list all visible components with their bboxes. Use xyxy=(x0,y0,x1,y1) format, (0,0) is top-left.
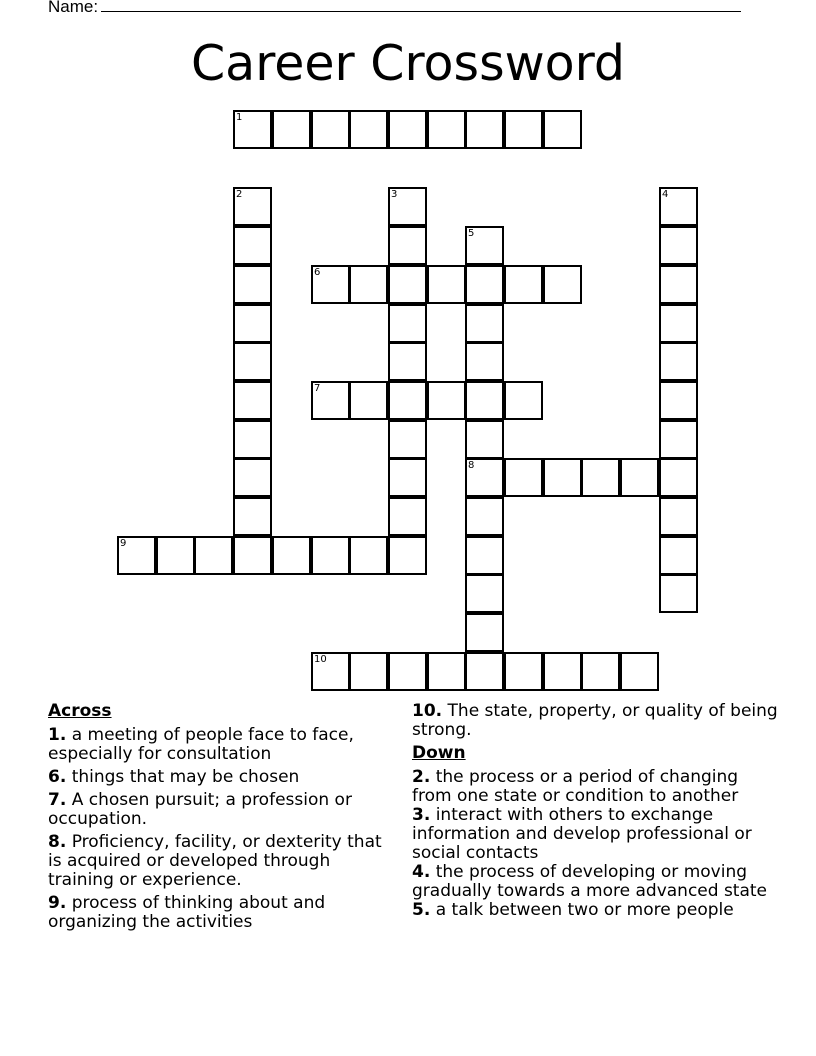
crossword-cell[interactable] xyxy=(465,497,504,536)
crossword-cell[interactable] xyxy=(349,536,388,575)
crossword-cell[interactable] xyxy=(659,342,698,381)
cell-number: 10 xyxy=(314,654,327,665)
crossword-cell[interactable] xyxy=(388,536,427,575)
crossword-cell[interactable] xyxy=(465,574,504,613)
crossword-cell[interactable] xyxy=(504,381,543,420)
crossword-cell[interactable] xyxy=(465,613,504,652)
cell-number: 4 xyxy=(662,189,669,200)
crossword-cell[interactable] xyxy=(388,458,427,497)
crossword-cell[interactable] xyxy=(311,652,350,691)
across-heading: Across xyxy=(48,701,112,721)
cell-number: 6 xyxy=(314,267,321,278)
crossword-cell[interactable] xyxy=(311,110,350,149)
crossword-cell[interactable] xyxy=(465,652,504,691)
crossword-cell[interactable] xyxy=(465,265,504,304)
cell-number: 9 xyxy=(120,538,127,549)
crossword-cell[interactable] xyxy=(543,652,582,691)
clues-left-column xyxy=(48,702,393,936)
clue-across-7: 7. A chosen pursuit; a profession or occupation. xyxy=(48,790,352,829)
cell-number: 2 xyxy=(236,189,243,200)
crossword-cell[interactable] xyxy=(504,265,543,304)
crossword-cell[interactable] xyxy=(388,652,427,691)
crossword-cell[interactable] xyxy=(388,265,427,304)
crossword-cell[interactable] xyxy=(465,110,504,149)
crossword-cell[interactable] xyxy=(233,536,272,575)
clue-across-9: 9. process of thinking about and organizing the activities xyxy=(48,893,326,932)
cell-number: 7 xyxy=(314,383,321,394)
crossword-cell[interactable] xyxy=(272,110,311,149)
crossword-cell[interactable] xyxy=(233,226,272,265)
crossword-cell[interactable] xyxy=(504,652,543,691)
crossword-cell[interactable] xyxy=(465,420,504,459)
crossword-cell[interactable] xyxy=(465,536,504,575)
crossword-cell[interactable] xyxy=(620,458,659,497)
crossword-cell[interactable] xyxy=(388,381,427,420)
crossword-cell[interactable] xyxy=(233,497,272,536)
crossword-cell[interactable] xyxy=(272,536,311,575)
crossword-cell[interactable] xyxy=(543,265,582,304)
clue-down-2: 2. the process or a period of changing from one state or condition to another xyxy=(412,767,739,806)
crossword-cell[interactable] xyxy=(465,342,504,381)
crossword-cell[interactable] xyxy=(388,187,427,226)
clue-down-5: 5. a talk between two or more people xyxy=(412,900,734,920)
crossword-cell[interactable] xyxy=(233,187,272,226)
crossword-cell[interactable] xyxy=(233,110,272,149)
crossword-cell[interactable] xyxy=(659,226,698,265)
crossword-cell[interactable] xyxy=(659,420,698,459)
cell-number: 5 xyxy=(468,228,475,239)
name-underline[interactable] xyxy=(101,0,741,12)
crossword-cell[interactable] xyxy=(504,110,543,149)
cell-number: 1 xyxy=(236,112,243,123)
clue-across-8: 8. Proficiency, facility, or dexterity that is acquired or developed through training or experience. xyxy=(48,832,382,890)
crossword-cell[interactable] xyxy=(233,458,272,497)
crossword-cell[interactable] xyxy=(311,265,350,304)
crossword-cell[interactable] xyxy=(427,265,466,304)
crossword-cell[interactable] xyxy=(427,381,466,420)
crossword-cell[interactable] xyxy=(581,458,620,497)
crossword-cell[interactable] xyxy=(388,497,427,536)
clue-across-1: 1. a meeting of people face to face, especially for consultation xyxy=(48,725,354,764)
crossword-cell[interactable] xyxy=(543,458,582,497)
crossword-cell[interactable] xyxy=(194,536,233,575)
crossword-cell[interactable] xyxy=(388,342,427,381)
crossword-cell[interactable] xyxy=(388,110,427,149)
crossword-cell[interactable] xyxy=(349,265,388,304)
clue-down-4: 4. the process of developing or moving gradually towards a more advanced state xyxy=(412,862,768,901)
crossword-cell[interactable] xyxy=(659,265,698,304)
crossword-cell[interactable] xyxy=(233,304,272,343)
crossword-cell[interactable] xyxy=(659,304,698,343)
crossword-cell[interactable] xyxy=(311,536,350,575)
crossword-cell[interactable] xyxy=(311,381,350,420)
crossword-cell[interactable] xyxy=(504,458,543,497)
crossword-cell[interactable] xyxy=(427,652,466,691)
down-heading: Down xyxy=(412,743,466,763)
crossword-cell[interactable] xyxy=(233,265,272,304)
clue-down-3: 3. interact with others to exchange information and develop professional or social contacts xyxy=(412,805,752,863)
page-title: Career Crossword xyxy=(190,35,626,92)
crossword-cell[interactable] xyxy=(659,458,698,497)
crossword-cell[interactable] xyxy=(388,304,427,343)
crossword-cell[interactable] xyxy=(349,652,388,691)
crossword-cell[interactable] xyxy=(349,381,388,420)
clue-across-6: 6. things that may be chosen xyxy=(48,767,300,787)
crossword-cell[interactable] xyxy=(465,458,504,497)
crossword-cell[interactable] xyxy=(659,536,698,575)
crossword-cell[interactable] xyxy=(659,574,698,613)
crossword-cell[interactable] xyxy=(233,420,272,459)
crossword-cell[interactable] xyxy=(388,226,427,265)
clues-right-column xyxy=(412,702,782,920)
crossword-cell[interactable] xyxy=(233,381,272,420)
crossword-cell[interactable] xyxy=(233,342,272,381)
crossword-cell[interactable] xyxy=(349,110,388,149)
name-field[interactable] xyxy=(48,0,741,17)
cell-number: 8 xyxy=(468,460,475,471)
crossword-cell[interactable] xyxy=(388,420,427,459)
crossword-cell[interactable] xyxy=(117,536,156,575)
crossword-cell[interactable] xyxy=(659,381,698,420)
crossword-cell[interactable] xyxy=(659,187,698,226)
crossword-cell[interactable] xyxy=(620,652,659,691)
crossword-cell[interactable] xyxy=(427,110,466,149)
clue-across-10: 10. The state, property, or quality of being strong. xyxy=(412,701,778,740)
crossword-cell[interactable] xyxy=(465,226,504,265)
crossword-cell[interactable] xyxy=(659,497,698,536)
crossword-cell[interactable] xyxy=(465,304,504,343)
name-label: Name: xyxy=(48,0,99,16)
crossword-cell[interactable] xyxy=(156,536,195,575)
crossword-cell[interactable] xyxy=(581,652,620,691)
crossword-cell[interactable] xyxy=(465,381,504,420)
crossword-cell[interactable] xyxy=(543,110,582,149)
cell-number: 3 xyxy=(391,189,398,200)
